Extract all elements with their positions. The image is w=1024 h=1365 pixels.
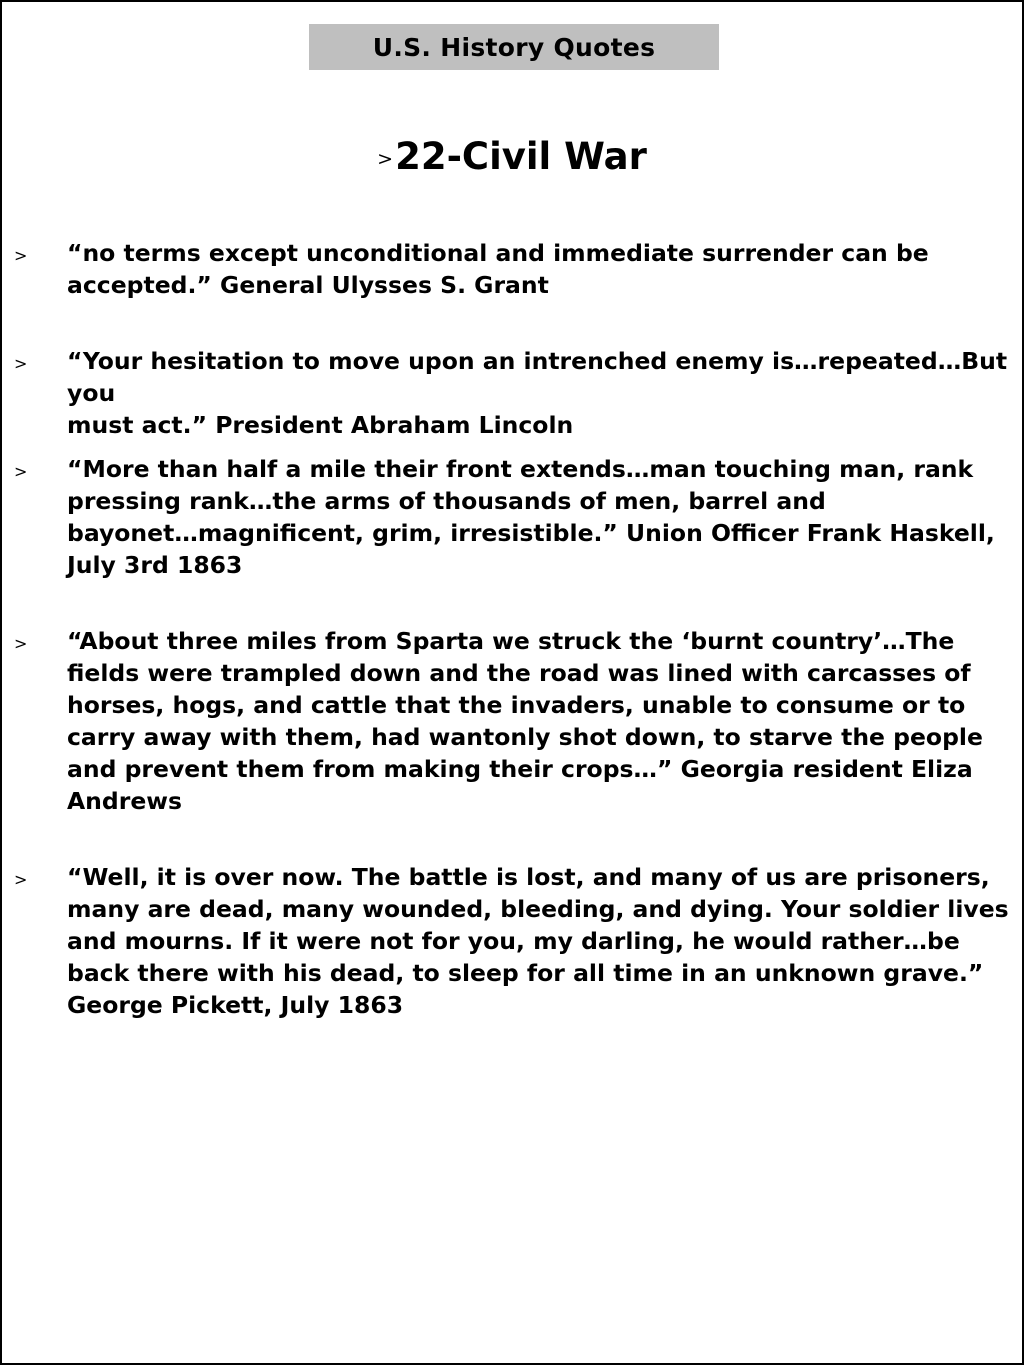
header-title: U.S. History Quotes	[372, 32, 656, 62]
section-title	[2, 134, 1022, 182]
quote-text: “no terms except unconditional and immediate surrender can be accepted.” General Ulysses S. Grant	[67, 239, 929, 299]
bullet-marker: >	[14, 354, 28, 373]
bullet-marker: >	[14, 870, 28, 889]
list-item	[2, 345, 1012, 441]
list-item	[2, 861, 1012, 1021]
list-item	[2, 453, 1012, 581]
list-item	[2, 237, 1012, 301]
quote-text: “Your hesitation to move upon an intrenched enemy is…repeated…But you must act.” President Abraham Lincoln	[67, 347, 1008, 439]
header-banner	[309, 24, 719, 70]
quote-text: “More than half a mile their front extends…man touching man, rank pressing rank…the arms of thousands of men, barrel and bayonet…magnificent, grim, irresistible.” Union Officer Frank Haskell, July 3rd 1863	[67, 455, 995, 579]
bullet-marker: >	[14, 462, 28, 481]
quote-text: “About three miles from Sparta we struck the ‘burnt country’…The fields were trampled down and the road was lined with carcasses of horses, hogs, and cattle that the invaders, unable to consume or to carry away with them, had wantonly shot down, to starve the people and prevent them from making their crops…” Georgia resident Eliza Andrews	[67, 627, 983, 815]
bullet-marker: >	[14, 634, 28, 653]
bullet-marker: >	[14, 246, 28, 265]
section-title-text: 22-Civil War	[395, 135, 647, 178]
bullet-marker: >	[377, 147, 394, 170]
quote-text: “Well, it is over now. The battle is lost, and many of us are prisoners, many are dead, many wounded, bleeding, and dying. Your soldier lives and mourns. If it were not for you, my darling, he would rather…be back there with his dead, to sleep for all time in an unknown grave.” George Pickett, July 1863	[67, 863, 1009, 1019]
list-item	[2, 625, 1012, 817]
